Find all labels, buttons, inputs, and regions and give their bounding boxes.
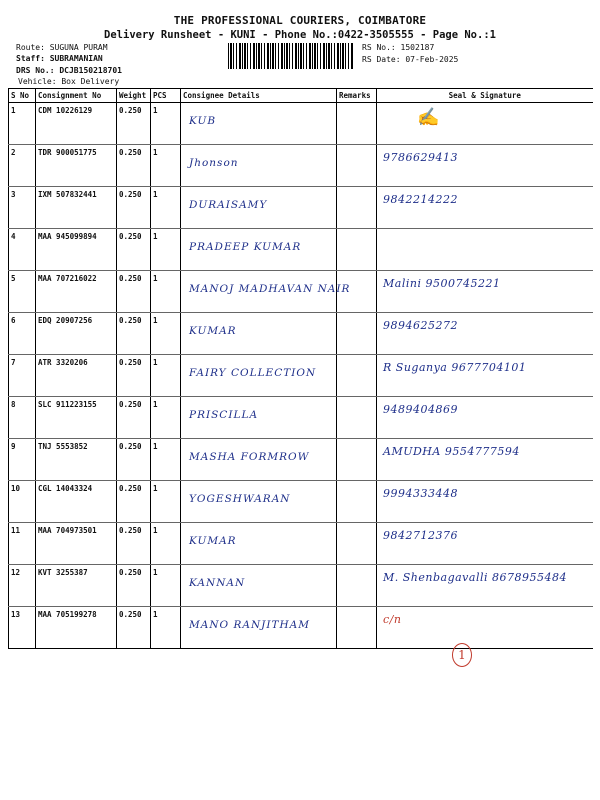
sno-cell: 13	[9, 607, 36, 649]
vehicle-value: Box Delivery	[61, 77, 120, 86]
pcs-cell: 1	[151, 397, 181, 439]
remarks-cell	[337, 271, 377, 313]
annotation-circle: 1	[452, 643, 472, 667]
col-consignment: Consignment No	[36, 89, 117, 103]
sno-cell: 4	[9, 229, 36, 271]
handwritten-consignee: MANO RANJITHAM	[189, 619, 310, 631]
handwritten-signature: c/n	[383, 613, 402, 626]
signature-cell	[377, 565, 593, 607]
handwritten-signature: 9842214222	[383, 193, 458, 206]
handwritten-consignee: MASHA FORMROW	[189, 451, 310, 463]
weight-cell: 0.250	[117, 397, 151, 439]
pcs-cell: 1	[151, 229, 181, 271]
handwritten-consignee: YOGESHWARAN	[189, 493, 291, 505]
sno-cell: 11	[9, 523, 36, 565]
consignee-cell	[181, 313, 337, 355]
consignment-cell: MAA 705199278	[36, 607, 117, 649]
route-line: Route: SUGUNA PURAM	[16, 43, 108, 52]
sno-cell: 3	[9, 187, 36, 229]
consignee-cell	[181, 103, 337, 145]
weight-cell: 0.250	[117, 607, 151, 649]
col-consignee: Consignee Details	[181, 89, 337, 103]
runsheet-subtitle: Delivery Runsheet - KUNI - Phone No.:0422-3505555 - Page No.:1	[104, 29, 496, 41]
weight-cell: 0.250	[117, 481, 151, 523]
sno-cell: 1	[9, 103, 36, 145]
weight-cell: 0.250	[117, 187, 151, 229]
company-name: THE PROFESSIONAL COURIERS, COIMBATORE	[173, 14, 427, 27]
consignee-cell	[181, 145, 337, 187]
col-signature: Seal & Signature	[377, 89, 593, 103]
remarks-cell	[337, 565, 377, 607]
table-row	[9, 229, 593, 271]
handwritten-signature: Malini 9500745221	[383, 277, 501, 290]
weight-cell: 0.250	[117, 271, 151, 313]
table-row	[9, 145, 593, 187]
consignment-cell: CDM 10226129	[36, 103, 117, 145]
consignment-cell: TNJ 5553852	[36, 439, 117, 481]
consignment-cell: CGL 14043324	[36, 481, 117, 523]
rs-date-line: RS Date: 07-Feb-2025	[362, 55, 459, 64]
table-row	[9, 397, 593, 439]
handwritten-consignee: PRISCILLA	[189, 409, 259, 421]
consignee-cell	[181, 481, 337, 523]
signature-cell	[377, 229, 593, 271]
pcs-cell: 1	[151, 481, 181, 523]
consignment-cell: MAA 704973501	[36, 523, 117, 565]
remarks-cell	[337, 439, 377, 481]
handwritten-consignee: KUB	[189, 115, 217, 127]
consignment-cell: EDQ 20907256	[36, 313, 117, 355]
signature-cell	[377, 313, 593, 355]
table-row	[9, 523, 593, 565]
signature-cell	[377, 481, 593, 523]
consignment-cell: ATR 3320206	[36, 355, 117, 397]
consignment-cell: SLC 911223155	[36, 397, 117, 439]
handwritten-consignee: KANNAN	[189, 577, 246, 589]
pcs-cell: 1	[151, 607, 181, 649]
route-value: SUGUNA PURAM	[49, 43, 108, 52]
col-pcs: PCS	[151, 89, 181, 103]
sno-cell: 10	[9, 481, 36, 523]
remarks-cell	[337, 355, 377, 397]
col-weight: Weight	[117, 89, 151, 103]
col-remarks: Remarks	[337, 89, 377, 103]
staff-line: Staff: SUBRAMANIAN	[16, 54, 103, 63]
table-row	[9, 271, 593, 313]
pcs-cell: 1	[151, 355, 181, 397]
remarks-cell	[337, 229, 377, 271]
weight-cell: 0.250	[117, 439, 151, 481]
table-row	[9, 607, 593, 649]
sno-cell: 9	[9, 439, 36, 481]
signature-cell	[377, 103, 593, 145]
consignee-cell	[181, 607, 337, 649]
pcs-cell: 1	[151, 439, 181, 481]
barcode	[228, 43, 353, 69]
handwritten-signature: 9489404869	[383, 403, 458, 416]
drs-line: DRS No.: DCJB150218701	[16, 66, 122, 75]
sno-cell: 7	[9, 355, 36, 397]
pcs-cell: 1	[151, 145, 181, 187]
handwritten-consignee: KUMAR	[189, 325, 237, 337]
pcs-cell: 1	[151, 565, 181, 607]
consignment-cell: KVT 3255387	[36, 565, 117, 607]
sno-cell: 2	[9, 145, 36, 187]
vehicle-line: Vehicle: Box Delivery	[18, 77, 120, 86]
weight-cell: 0.250	[117, 565, 151, 607]
consignee-cell	[181, 271, 351, 313]
col-sno: S No	[9, 89, 36, 103]
consignee-cell	[181, 187, 337, 229]
signature-cell	[377, 397, 593, 439]
signature-cell	[377, 523, 593, 565]
signature-scribble-icon: ✍	[417, 107, 440, 128]
consignee-cell	[181, 565, 337, 607]
handwritten-consignee: FAIRY COLLECTION	[189, 367, 317, 379]
consignment-cell: IXM 507832441	[36, 187, 117, 229]
sno-cell: 6	[9, 313, 36, 355]
signature-cell	[377, 355, 593, 397]
remarks-cell	[337, 145, 377, 187]
pcs-cell: 1	[151, 187, 181, 229]
handwritten-signature: 9786629413	[383, 151, 458, 164]
weight-cell: 0.250	[117, 145, 151, 187]
remarks-cell	[337, 397, 377, 439]
consignee-cell	[181, 523, 337, 565]
handwritten-consignee: KUMAR	[189, 535, 237, 547]
pcs-cell: 1	[151, 103, 181, 145]
signature-cell	[377, 271, 593, 313]
handwritten-consignee: MANOJ MADHAVAN NAIR	[189, 283, 351, 295]
table-row	[9, 313, 593, 355]
rs-no-line: RS No.: 1502187	[362, 43, 435, 52]
handwritten-consignee: Jhonson	[189, 157, 239, 169]
table-header	[9, 89, 593, 103]
staff-value: SUBRAMANIAN	[49, 54, 103, 63]
consignment-cell: TDR 900051775	[36, 145, 117, 187]
table-row	[9, 103, 593, 145]
weight-cell: 0.250	[117, 355, 151, 397]
consignment-cell: MAA 707216022	[36, 271, 117, 313]
handwritten-signature: M. Shenbagavalli 8678955484	[383, 571, 567, 584]
pcs-cell: 1	[151, 523, 181, 565]
remarks-cell	[337, 187, 377, 229]
table-row	[9, 439, 593, 481]
consignee-cell	[181, 229, 337, 271]
signature-cell	[377, 607, 593, 649]
table-row	[9, 481, 593, 523]
remarks-cell	[337, 481, 377, 523]
sno-cell: 5	[9, 271, 36, 313]
handwritten-signature: 9842712376	[383, 529, 458, 542]
remarks-cell	[337, 607, 377, 649]
table-row	[9, 355, 593, 397]
handwritten-signature: 9894625272	[383, 319, 458, 332]
pcs-cell: 1	[151, 313, 181, 355]
table-row	[9, 187, 593, 229]
rs-date-value: 07-Feb-2025	[405, 55, 459, 64]
rs-no-value: 1502187	[400, 43, 435, 52]
table-row	[9, 565, 593, 607]
consignee-cell	[181, 397, 337, 439]
remarks-cell	[337, 103, 377, 145]
consignee-cell	[181, 439, 337, 481]
pcs-cell: 1	[151, 271, 181, 313]
remarks-cell	[337, 313, 377, 355]
weight-cell: 0.250	[117, 523, 151, 565]
weight-cell: 0.250	[117, 229, 151, 271]
sno-cell: 12	[9, 565, 36, 607]
signature-cell	[377, 439, 593, 481]
remarks-cell	[337, 523, 377, 565]
handwritten-consignee: PRADEEP KUMAR	[189, 241, 302, 253]
signature-cell	[377, 187, 593, 229]
consignee-cell	[181, 355, 337, 397]
handwritten-consignee: DURAISAMY	[189, 199, 268, 211]
handwritten-signature: AMUDHA 9554777594	[383, 445, 520, 458]
signature-cell	[377, 145, 593, 187]
handwritten-signature: 9994333448	[383, 487, 458, 500]
consignment-cell: MAA 945099894	[36, 229, 117, 271]
sno-cell: 8	[9, 397, 36, 439]
weight-cell: 0.250	[117, 103, 151, 145]
handwritten-signature: R Suganya 9677704101	[383, 361, 527, 374]
runsheet-table	[8, 88, 593, 649]
weight-cell: 0.250	[117, 313, 151, 355]
drs-value: DCJB150218701	[59, 66, 122, 75]
